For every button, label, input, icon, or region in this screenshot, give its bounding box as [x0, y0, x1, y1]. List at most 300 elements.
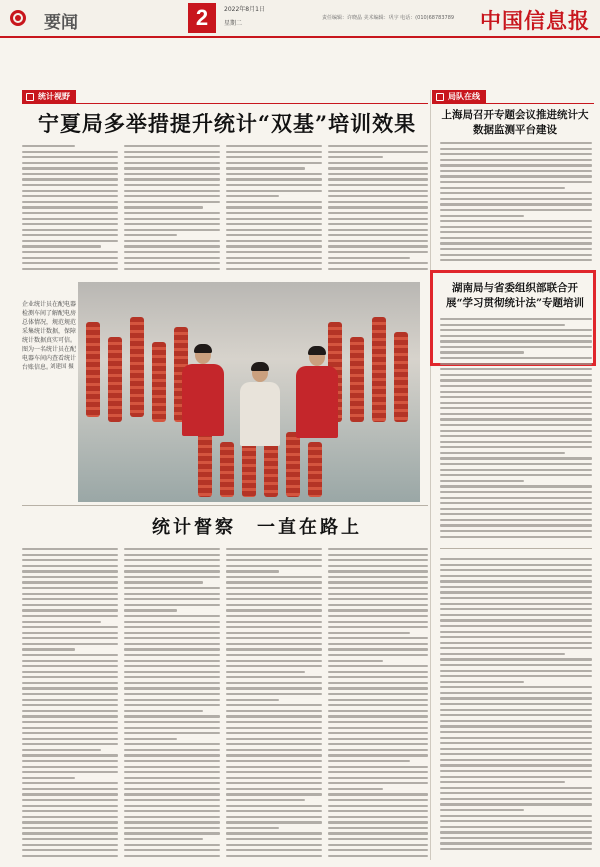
- text-line: [226, 251, 322, 253]
- text-line: [124, 195, 220, 197]
- text-line: [440, 148, 592, 150]
- text-line: [440, 603, 592, 605]
- text-line: [328, 771, 428, 773]
- text-line: [22, 676, 118, 678]
- text-line: [226, 268, 322, 270]
- text-line: [328, 793, 428, 795]
- text-line: [226, 223, 322, 225]
- text-line: [226, 660, 322, 662]
- text-line: [226, 240, 322, 242]
- text-line: [22, 643, 118, 645]
- text-line: [124, 660, 220, 662]
- text-line: [22, 234, 118, 236]
- text-line: [440, 759, 592, 761]
- text-line: [22, 240, 118, 242]
- text-line: [226, 710, 322, 712]
- insulator-rack: [264, 437, 278, 497]
- text-line: [226, 766, 322, 768]
- text-line: [124, 821, 220, 823]
- text-line: [22, 838, 118, 840]
- text-line: [328, 195, 428, 197]
- feature-col-4: [328, 548, 428, 863]
- text-line: [22, 827, 118, 829]
- text-line: [124, 268, 220, 270]
- text-line: [440, 474, 592, 476]
- text-line: [328, 251, 428, 253]
- insulator-rack: [394, 332, 408, 422]
- text-line: [22, 754, 118, 756]
- text-line: [124, 167, 220, 169]
- text-line: [440, 508, 592, 510]
- text-line: [328, 749, 428, 751]
- text-line: [440, 357, 592, 359]
- newspaper-logo: 中国信息报: [480, 8, 590, 33]
- text-line: [226, 648, 322, 650]
- insulator-rack: [350, 337, 364, 422]
- text-line: [328, 156, 383, 158]
- text-line: [440, 837, 592, 839]
- text-line: [440, 586, 592, 588]
- text-line: [440, 402, 592, 404]
- right-story-2-body: [440, 318, 592, 543]
- text-line: [226, 145, 322, 147]
- text-line: [22, 173, 118, 175]
- text-line: [226, 604, 322, 606]
- text-line: [22, 229, 118, 231]
- text-line: [440, 770, 592, 772]
- text-line: [440, 351, 524, 353]
- text-line: [440, 203, 592, 205]
- text-line: [124, 855, 220, 857]
- right-story-1-body: [440, 142, 592, 267]
- text-line: [22, 257, 118, 259]
- text-line: [328, 732, 428, 734]
- text-line: [124, 721, 220, 723]
- text-line: [440, 385, 592, 387]
- text-line: [440, 430, 592, 432]
- text-line: [22, 621, 101, 623]
- text-line: [440, 803, 592, 805]
- text-line: [440, 675, 592, 677]
- main-story-col-1: [22, 145, 118, 275]
- text-line: [124, 218, 220, 220]
- text-line: [226, 621, 322, 623]
- text-line: [328, 838, 428, 840]
- text-line: [226, 777, 322, 779]
- feature-headline: 统计督察 一直在路上: [152, 517, 362, 538]
- text-line: [440, 709, 592, 711]
- text-line: [440, 175, 592, 177]
- text-line: [440, 226, 592, 228]
- text-line: [124, 145, 220, 147]
- text-line: [226, 245, 322, 247]
- text-line: [22, 251, 118, 253]
- text-line: [124, 173, 220, 175]
- text-line: [124, 212, 220, 214]
- section-rule: [432, 103, 594, 104]
- text-line: [328, 190, 428, 192]
- text-line: [22, 710, 118, 712]
- text-line: [440, 608, 592, 610]
- text-line: [440, 192, 592, 194]
- text-line: [226, 262, 322, 264]
- text-line: [440, 346, 592, 348]
- person-figure: [182, 364, 224, 436]
- text-line: [124, 565, 220, 567]
- text-line: [328, 832, 428, 834]
- text-line: [226, 738, 322, 740]
- text-line: [440, 198, 592, 200]
- text-line: [22, 223, 118, 225]
- text-line: [328, 844, 428, 846]
- text-line: [22, 156, 118, 158]
- divider: [22, 505, 428, 506]
- text-line: [124, 257, 220, 259]
- text-line: [440, 324, 565, 326]
- text-line: [226, 844, 322, 846]
- text-line: [22, 671, 118, 673]
- text-line: [226, 821, 322, 823]
- text-line: [22, 206, 118, 208]
- text-line: [440, 519, 592, 521]
- text-line: [440, 248, 592, 250]
- main-headline: 宁夏局多举措提升统计“双基”培训效果: [37, 111, 417, 136]
- text-line: [328, 855, 428, 857]
- text-line: [22, 844, 118, 846]
- text-line: [22, 766, 118, 768]
- text-line: [226, 195, 279, 197]
- text-line: [22, 593, 118, 595]
- text-line: [226, 167, 305, 169]
- text-line: [226, 257, 322, 259]
- text-line: [328, 715, 428, 717]
- text-line: [22, 554, 118, 556]
- text-line: [226, 206, 322, 208]
- text-line: [328, 559, 428, 561]
- text-line: [328, 660, 383, 662]
- insulator-rack: [108, 337, 122, 422]
- text-line: [124, 151, 220, 153]
- text-line: [440, 815, 592, 817]
- text-line: [440, 670, 592, 672]
- text-line: [440, 826, 592, 828]
- text-line: [22, 145, 75, 147]
- text-line: [124, 598, 220, 600]
- text-line: [226, 212, 322, 214]
- text-line: [440, 809, 524, 811]
- text-line: [328, 643, 428, 645]
- text-line: [22, 565, 118, 567]
- text-line: [22, 615, 118, 617]
- text-line: [226, 782, 322, 784]
- text-line: [124, 671, 220, 673]
- text-line: [124, 576, 220, 578]
- text-line: [440, 469, 592, 471]
- text-line: [440, 254, 592, 256]
- text-line: [124, 240, 220, 242]
- text-line: [440, 418, 592, 420]
- tab-icon: [26, 93, 34, 101]
- text-line: [440, 737, 592, 739]
- right-story-1-headline: 上海局召开专题会议推进统计大数据监测平台建设: [441, 109, 589, 136]
- text-line: [124, 251, 220, 253]
- text-line: [124, 626, 220, 628]
- insulator-rack: [152, 342, 166, 422]
- text-line: [226, 626, 322, 628]
- text-line: [124, 832, 220, 834]
- text-line: [22, 771, 118, 773]
- text-line: [440, 368, 592, 370]
- text-line: [226, 632, 322, 634]
- text-line: [124, 559, 220, 561]
- text-line: [226, 643, 322, 645]
- text-line: [440, 748, 592, 750]
- text-line: [440, 591, 592, 593]
- text-line: [226, 838, 322, 840]
- text-line: [22, 184, 118, 186]
- text-line: [328, 682, 428, 684]
- text-line: [440, 220, 592, 222]
- text-line: [440, 658, 592, 660]
- text-line: [328, 849, 428, 851]
- text-line: [226, 581, 322, 583]
- text-line: [328, 738, 428, 740]
- text-line: [440, 776, 592, 778]
- text-line: [440, 480, 524, 482]
- text-line: [124, 805, 220, 807]
- text-line: [440, 753, 592, 755]
- editor-credits: 责任编辑：许晓晶 美术编辑：巩宇 电话：(010)68783789: [322, 15, 455, 21]
- text-line: [328, 615, 428, 617]
- text-line: [22, 151, 118, 153]
- section-tab-label: 统计视野: [38, 92, 70, 101]
- text-line: [328, 782, 428, 784]
- text-line: [440, 340, 592, 342]
- text-line: [226, 788, 322, 790]
- text-line: [328, 262, 428, 264]
- text-line: [440, 335, 592, 337]
- main-story-col-3: [226, 145, 322, 275]
- text-line: [22, 604, 118, 606]
- text-line: [328, 721, 428, 723]
- text-line: [124, 615, 220, 617]
- text-line: [328, 626, 428, 628]
- text-line: [22, 637, 118, 639]
- text-line: [440, 714, 592, 716]
- text-line: [22, 732, 118, 734]
- insulator-rack: [86, 322, 100, 417]
- text-line: [440, 259, 592, 261]
- text-line: [124, 665, 220, 667]
- text-line: [124, 229, 220, 231]
- text-line: [226, 559, 322, 561]
- text-line: [440, 653, 565, 655]
- text-line: [328, 257, 410, 259]
- text-line: [226, 704, 322, 706]
- text-line: [440, 831, 592, 833]
- text-line: [124, 554, 220, 556]
- feature-col-3: [226, 548, 322, 863]
- text-line: [440, 686, 592, 688]
- text-line: [328, 565, 428, 567]
- text-line: [440, 642, 592, 644]
- person-hair: [194, 344, 212, 353]
- text-line: [124, 771, 220, 773]
- text-line: [440, 781, 565, 783]
- text-line: [226, 699, 279, 701]
- text-line: [440, 703, 592, 705]
- text-line: [328, 268, 428, 270]
- text-line: [328, 805, 428, 807]
- text-line: [124, 827, 220, 829]
- text-line: [226, 234, 322, 236]
- text-line: [124, 838, 203, 840]
- column-separator: [430, 90, 431, 860]
- text-line: [226, 682, 322, 684]
- text-line: [22, 167, 118, 169]
- text-line: [328, 554, 428, 556]
- text-line: [124, 587, 220, 589]
- text-line: [124, 548, 220, 550]
- person-hair: [251, 362, 269, 371]
- text-line: [328, 570, 428, 572]
- text-line: [22, 849, 118, 851]
- text-line: [22, 548, 118, 550]
- text-line: [328, 676, 428, 678]
- text-line: [22, 738, 118, 740]
- insulator-rack: [220, 442, 234, 497]
- text-line: [440, 631, 592, 633]
- text-line: [328, 581, 428, 583]
- text-line: [328, 816, 428, 818]
- main-story-col-4: [328, 145, 428, 275]
- text-line: [440, 153, 592, 155]
- text-line: [22, 268, 118, 270]
- right-story-2-headline: 湖南局与省委组织部联合开展“学习贯彻统计法”专题培训: [445, 282, 585, 309]
- main-story-col-2: [124, 145, 220, 275]
- text-line: [226, 151, 322, 153]
- text-line: [328, 548, 428, 550]
- text-line: [328, 167, 428, 169]
- text-line: [440, 142, 592, 144]
- text-line: [440, 209, 592, 211]
- text-line: [328, 727, 428, 729]
- text-line: [328, 621, 428, 623]
- text-line: [226, 548, 322, 550]
- text-line: [124, 156, 220, 158]
- text-line: [226, 184, 322, 186]
- text-line: [22, 760, 118, 762]
- text-line: [226, 771, 322, 773]
- text-line: [22, 559, 118, 561]
- text-line: [328, 173, 428, 175]
- text-line: [22, 749, 101, 751]
- text-line: [124, 732, 220, 734]
- text-line: [328, 229, 428, 231]
- text-line: [226, 810, 322, 812]
- insulator-rack: [372, 317, 386, 422]
- text-line: [22, 570, 118, 572]
- text-line: [440, 181, 592, 183]
- text-line: [440, 558, 592, 560]
- photo-credit: 刘建国 摄: [50, 364, 74, 370]
- text-line: [440, 237, 592, 239]
- text-line: [124, 766, 220, 768]
- issue-weekday: 星期二: [224, 20, 243, 27]
- text-line: [440, 159, 592, 161]
- text-line: [440, 564, 592, 566]
- tab-icon: [436, 93, 444, 101]
- text-line: [226, 554, 322, 556]
- text-line: [226, 855, 322, 857]
- text-line: [22, 821, 118, 823]
- section-name: 要闻: [44, 13, 78, 33]
- text-line: [124, 581, 203, 583]
- text-line: [328, 609, 428, 611]
- text-line: [440, 597, 592, 599]
- text-line: [22, 218, 118, 220]
- text-line: [328, 206, 428, 208]
- text-line: [328, 648, 428, 650]
- text-line: [440, 820, 592, 822]
- text-line: [22, 609, 118, 611]
- text-line: [226, 693, 322, 695]
- text-line: [124, 184, 220, 186]
- text-line: [328, 604, 428, 606]
- text-line: [124, 621, 220, 623]
- text-line: [226, 201, 322, 203]
- text-line: [440, 435, 592, 437]
- text-line: [440, 697, 592, 699]
- text-line: [226, 593, 322, 595]
- text-line: [226, 162, 322, 164]
- text-line: [328, 810, 428, 812]
- text-line: [22, 162, 118, 164]
- text-line: [226, 827, 279, 829]
- text-line: [124, 754, 220, 756]
- text-line: [226, 715, 322, 717]
- text-line: [328, 766, 428, 768]
- text-line: [328, 178, 428, 180]
- text-line: [328, 710, 428, 712]
- text-line: [124, 162, 220, 164]
- text-line: [328, 593, 428, 595]
- page-number: 2: [188, 3, 216, 33]
- text-line: [22, 777, 75, 779]
- text-line: [440, 497, 592, 499]
- text-line: [226, 676, 322, 678]
- text-line: [328, 788, 383, 790]
- text-line: [22, 799, 118, 801]
- text-line: [124, 743, 220, 745]
- section-rule: [22, 103, 428, 104]
- right-story-3-body: [440, 558, 592, 860]
- text-line: [328, 245, 428, 247]
- text-line: [226, 727, 322, 729]
- text-line: [328, 665, 428, 667]
- person-figure: [296, 366, 338, 438]
- news-photo: [78, 282, 420, 502]
- text-line: [22, 743, 118, 745]
- text-line: [22, 682, 118, 684]
- text-line: [328, 223, 428, 225]
- text-line: [124, 676, 220, 678]
- text-line: [328, 827, 428, 829]
- text-line: [440, 446, 592, 448]
- text-line: [124, 816, 220, 818]
- text-line: [226, 799, 305, 801]
- text-line: [440, 513, 592, 515]
